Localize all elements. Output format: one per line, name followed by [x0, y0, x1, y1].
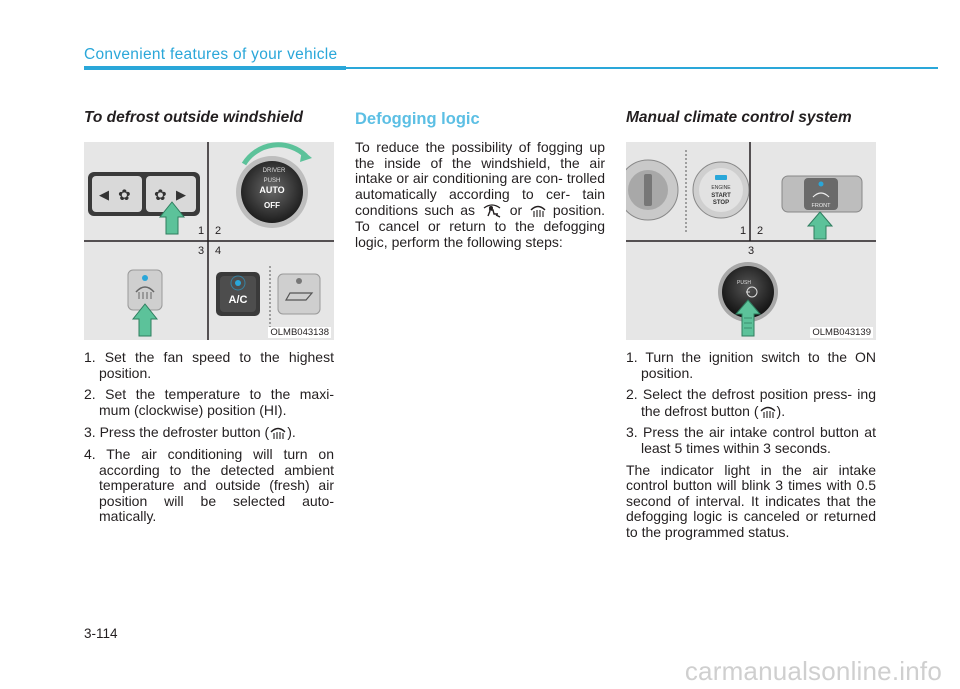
- section-title: Convenient features of your vehicle: [84, 46, 338, 63]
- list-item: [626, 387, 876, 419]
- list-item: 4. The air conditioning will turn on according to the detected ambient temperature and outside (fresh) air position will be selected auto- matically.: [84, 445, 334, 525]
- front-defrost-icon: [759, 403, 777, 419]
- manual-climate-illustration: [626, 142, 876, 340]
- defrost-controls-illustration: [84, 142, 334, 340]
- figure-code: OLMB043139: [812, 327, 871, 338]
- svg-text:▶: ▶: [176, 188, 186, 203]
- dial-label: AUTO: [259, 185, 285, 195]
- step-text: ).: [776, 402, 786, 419]
- figure-defrost-controls: [84, 142, 334, 340]
- callout-number: 1: [740, 225, 747, 237]
- list-item: 2. Set the temperature to the maxi- mum (clockwise) position (HI).: [84, 386, 334, 418]
- front-defrost-label: FRONT: [811, 203, 831, 209]
- callout-number: 3: [748, 245, 755, 257]
- knob-label: PUSH: [737, 280, 751, 286]
- step-text: 3. Press the defroster button (: [84, 424, 270, 441]
- dial-label: OFF: [264, 201, 280, 210]
- svg-text:◀: ◀: [99, 188, 109, 203]
- front-defrost-icon: [529, 202, 547, 218]
- svg-text:✿: ✿: [118, 186, 131, 204]
- callout-number: 2: [757, 225, 764, 237]
- paragraph-text: position. To cancel or return to the defogging logic, perform the following steps:: [355, 202, 606, 250]
- start-button-label: START: [711, 193, 731, 199]
- list-item: [84, 424, 334, 441]
- floor-defrost-icon: [481, 202, 503, 218]
- callout-number: 3: [198, 245, 205, 257]
- front-defrost-icon: [269, 424, 287, 440]
- svg-text:✿: ✿: [154, 186, 167, 204]
- callout-number: 2: [215, 225, 222, 237]
- step-text: ).: [287, 424, 296, 441]
- right-column: [626, 108, 876, 541]
- right-heading: Manual climate control system: [626, 109, 852, 126]
- middle-heading: Defogging logic: [355, 110, 480, 128]
- start-button-label: ENGINE: [711, 185, 731, 191]
- right-steps: [626, 350, 876, 457]
- dial-label: PUSH: [263, 178, 281, 184]
- list-item: 1. Turn the ignition switch to the ON position.: [626, 349, 876, 381]
- callout-number: 4: [215, 245, 222, 257]
- list-item: 3. Press the air intake control button at least 5 times within 3 seconds.: [626, 424, 876, 456]
- middle-column: [355, 108, 605, 250]
- callout-number: 1: [198, 225, 205, 237]
- left-steps: [84, 350, 334, 525]
- watermark: carmanualsonline.info: [684, 656, 942, 686]
- page-number: 3-114: [84, 626, 118, 641]
- paragraph-text: or: [509, 202, 523, 219]
- left-heading: To defrost outside windshield: [84, 109, 304, 126]
- left-column: [84, 108, 334, 531]
- figure-code: OLMB043138: [270, 327, 329, 338]
- defogging-paragraph: [355, 140, 605, 250]
- header-accent-bar: [84, 66, 346, 70]
- figure-manual-climate-controls: [626, 142, 876, 340]
- list-item: 1. Set the fan speed to the highest position.: [84, 349, 334, 381]
- start-button-label: STOP: [712, 200, 730, 206]
- header-rule: [346, 67, 938, 69]
- step-text: 2. Select the defrost position press- ing the defrost button (: [626, 386, 876, 419]
- ac-button-label: A/C: [228, 294, 248, 306]
- dial-label: DRIVER: [262, 168, 286, 174]
- paragraph-text: To reduce the possibility of fogging up the inside of the windshield, the air intake or air conditioning are con- trolled automatically according to cer- tain conditions such as: [355, 139, 605, 219]
- indicator-paragraph: The indicator light in the air intake control button will blink 3 times with 0.5 second of interval. It indicates that the defogging logic is canceled or returned to the programmed status.: [626, 461, 876, 540]
